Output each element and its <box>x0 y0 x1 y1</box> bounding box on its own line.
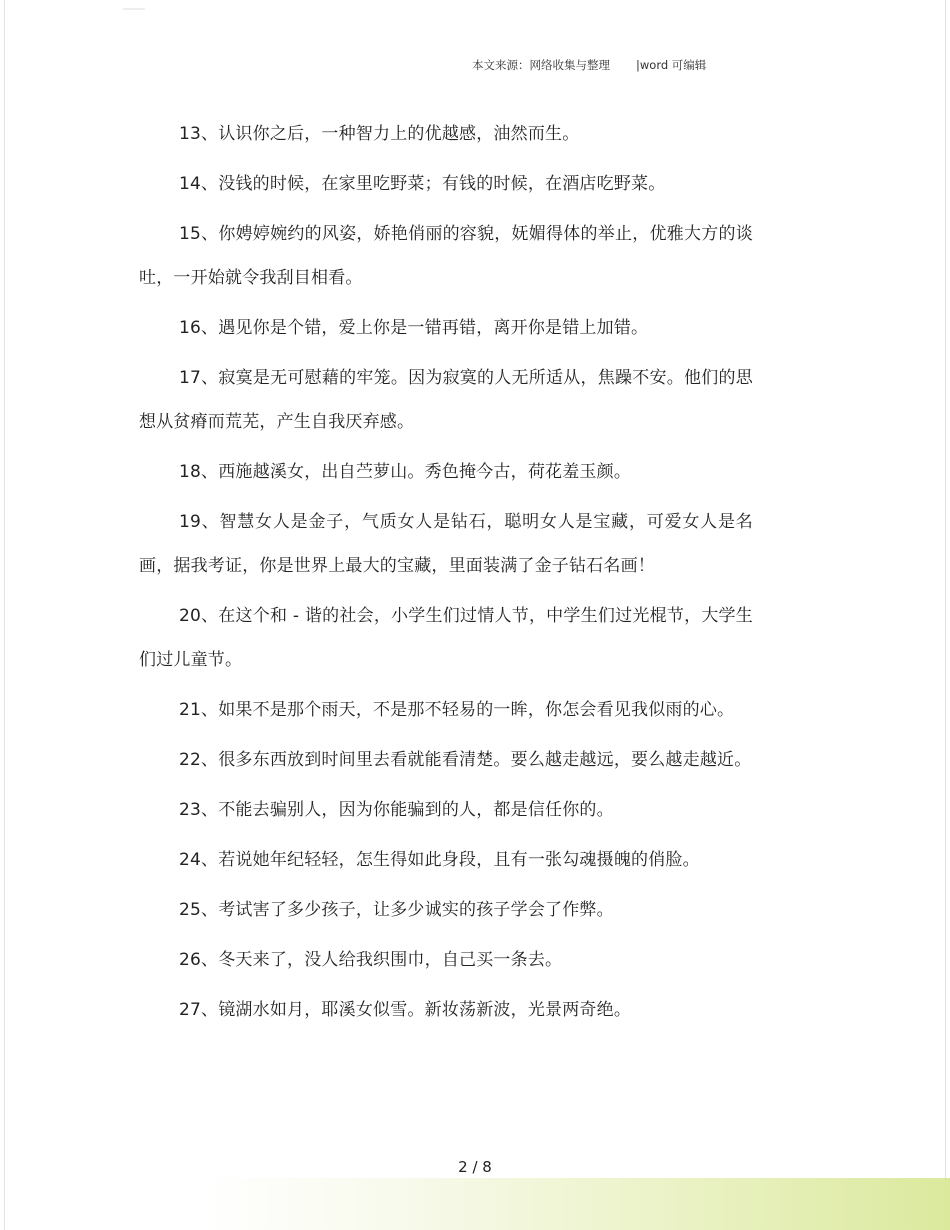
paragraph: 23、不能去骗别人，因为你能骗到的人，都是信任你的。 <box>179 800 614 820</box>
paragraph: 25、考试害了多少孩子，让多少诚实的孩子学会了作弊。 <box>179 900 614 920</box>
paragraph: 15、你娉婷婉约的风姿，娇艳俏丽的容貌，妩媚得体的举止，优雅大方的谈吐，一开始就令我刮目相看。 <box>139 224 753 288</box>
paragraph: 27、镜湖水如月，耶溪女似雪。新妆荡新波，光景两奇绝。 <box>179 1000 632 1020</box>
header-source-text: 本文来源：网络收集与整理 <box>472 58 610 72</box>
page-number: 2 / 8 <box>458 1158 492 1176</box>
paragraph: 14、没钱的时候，在家里吃野菜；有钱的时候，在酒店吃野菜。 <box>179 174 666 194</box>
paragraph: 24、若说她年纪轻轻，怎生得如此身段，且有一张勾魂摄魄的俏脸。 <box>179 850 700 870</box>
paragraph: 18、西施越溪女，出自苎萝山。秀色掩今古，荷花羞玉颜。 <box>179 462 632 482</box>
paragraph: 22、很多东西放到时间里去看就能看清楚。要么越走越远，要么越走越近。 <box>179 750 752 770</box>
paragraph: 26、冬天来了，没人给我织围巾，自己买一条去。 <box>179 950 563 970</box>
paragraph: 20、在这个和 - 谐的社会，小学生们过情人节，中学生们过光棍节，大学生们过儿童节。 <box>139 606 753 670</box>
paragraph: 17、寂寞是无可慰藉的牢笼。因为寂寞的人无所适从，焦躁不安。他们的思想从贫瘠而荒芜，产生自我厌弃感。 <box>139 368 753 432</box>
top-mark <box>123 8 145 10</box>
paragraph: 13、认识你之后，一种智力上的优越感，油然而生。 <box>179 124 580 144</box>
header-word-editable-text: |word 可编辑 <box>636 58 707 72</box>
paragraph: 21、如果不是那个雨天，不是那不轻易的一眸，你怎会看见我似雨的心。 <box>179 700 735 720</box>
document-body <box>139 112 753 1038</box>
paragraph: 16、遇见你是个错，爱上你是一错再错，离开你是错上加错。 <box>179 318 649 338</box>
paragraph: 19、智慧女人是金子，气质女人是钻石，聪明女人是宝藏，可爱女人是名画，据我考证，你是世界上最大的宝藏，里面装满了金子钻石名画！ <box>139 512 753 576</box>
footer-decorative-band <box>200 1178 950 1230</box>
